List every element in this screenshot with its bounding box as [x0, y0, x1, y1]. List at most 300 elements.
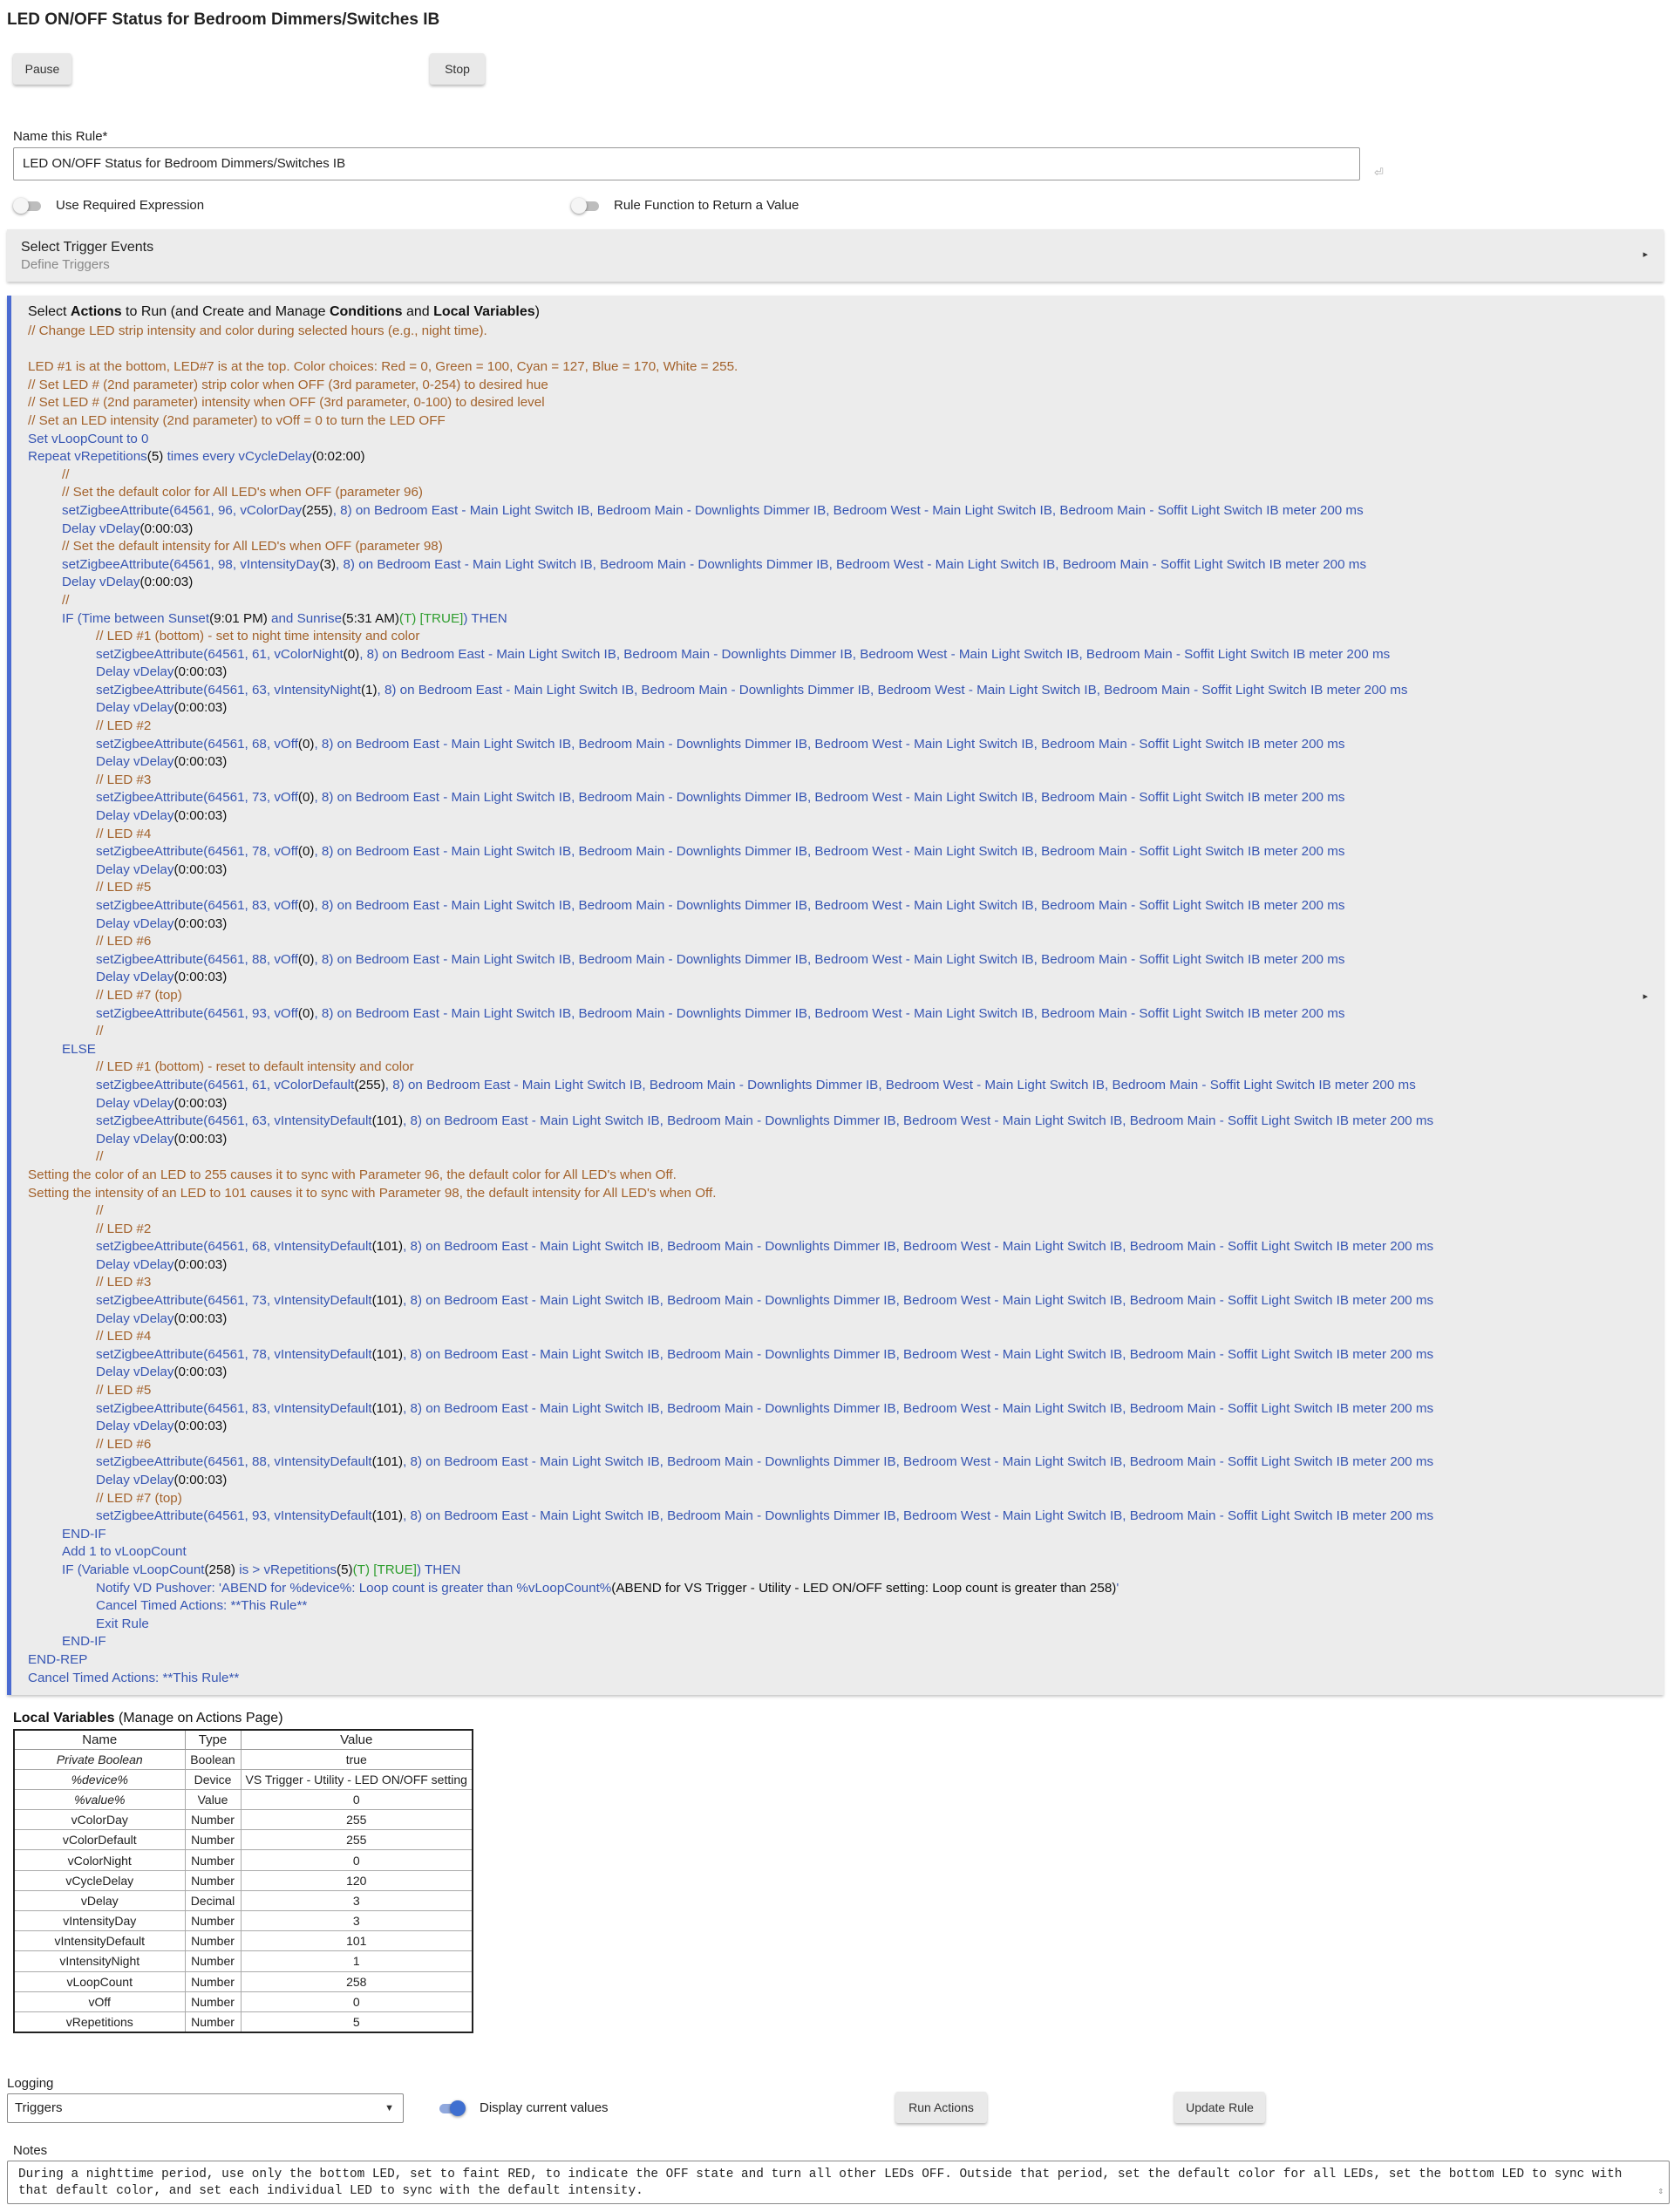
code-segment: (0:00:03) [174, 1473, 228, 1487]
cell-value: 3 [241, 1890, 473, 1910]
code-line [28, 1256, 1433, 1275]
code-segment: , 8) on Bedroom East - Main Light Switch IB, Bedroom Main - Downlights Dimmer IB, Bedroom West - Main Light Switch IB, Bedroom Main - Soffit Light Switch IB meter 200 ms [403, 1508, 1434, 1524]
code-segment: (0:00:03) [174, 1131, 228, 1147]
code-segment: (0) [297, 844, 315, 860]
code-segment: (101) [371, 1239, 404, 1255]
notes-text: During a nighttime period, use only the bottom LED, set to faint RED, to indicate the OFF state and turn all other LEDs OFF. Outside that period, set the default color for all LEDs, set the bottom LED to sync with that default color, and set each individual LED to sync with the default intensity. [18, 2168, 1630, 2198]
code-segment: // Set the default intensity for All LED's when OFF (parameter 98) [62, 539, 443, 555]
enter-icon: ⏎ [1374, 166, 1384, 179]
code-segment: setZigbeeAttribute(64561, 88, vIntensityDefault [96, 1454, 372, 1470]
code-segment: // Set the default color for All LED's when OFF (parameter 96) [62, 485, 423, 500]
code-segment: , 8) on Bedroom East - Main Light Switch IB, Bedroom Main - Downlights Dimmer IB, Bedroom West - Main Light Switch IB, Bedroom Main - Soffit Light Switch IB meter 200 ms [314, 790, 1345, 806]
column-header-name: Name [14, 1730, 185, 1749]
code-segment: // LED #7 (top) [96, 987, 182, 1003]
cell-type: Number [185, 1870, 241, 1890]
code-segment: (0:02:00) [311, 449, 365, 465]
code-line [28, 1221, 1433, 1239]
table-row [14, 1931, 473, 1951]
code-segment: , 8) on Bedroom East - Main Light Switch IB, Bedroom Main - Downlights Dimmer IB, Bedroom West - Main Light Switch IB, Bedroom Main - Soffit Light Switch IB meter 200 ms [314, 736, 1345, 752]
code-segment: // LED #1 (bottom) - set to night time intensity and color [96, 629, 420, 644]
code-segment: Set vLoopCount to 0 [28, 431, 149, 446]
cell-name: vDelay [14, 1890, 185, 1910]
actions-heading-part: ) [534, 304, 540, 319]
code-segment: , 8) on Bedroom East - Main Light Switch IB, Bedroom Main - Downlights Dimmer IB, Bedroom West - Main Light Switch IB, Bedroom Main - Soffit Light Switch IB meter 200 ms [314, 844, 1345, 860]
cell-name: vIntensityNight [14, 1951, 185, 1971]
column-header-type: Type [185, 1730, 241, 1749]
code-line [28, 1633, 1433, 1651]
code-segment: // Set an LED intensity (2nd parameter) to vOff = 0 to turn the LED OFF [28, 412, 446, 428]
code-segment: // LED #2 [96, 1221, 152, 1236]
code-line [28, 1436, 1433, 1454]
code-segment: setZigbeeAttribute(64561, 61, vColorNight [96, 646, 344, 662]
code-segment: (0:00:03) [174, 808, 228, 824]
code-line [28, 753, 1433, 772]
code-segment: , 8) on Bedroom East - Main Light Switch IB, Bedroom Main - Downlights Dimmer IB, Bedroom West - Main Light Switch IB, Bedroom Main - Soffit Light Switch IB meter 200 ms [359, 646, 1391, 662]
cell-value: 3 [241, 1911, 473, 1931]
code-segment: ELSE [62, 1041, 96, 1057]
code-line [28, 897, 1433, 915]
code-segment: Cancel Timed Actions: **This Rule** [28, 1670, 240, 1685]
code-segment: setZigbeeAttribute(64561, 63, vIntensityNight [96, 682, 361, 698]
code-segment: (ABEND for VS Trigger - Utility - LED ON/OFF setting: Loop count is greater than 258) [611, 1580, 1117, 1596]
code-segment: (0:00:03) [174, 915, 228, 931]
cell-name: Private Boolean [14, 1749, 185, 1769]
code-line [28, 610, 1433, 629]
code-line [28, 1202, 1433, 1221]
code-segment: (255) [354, 1077, 385, 1092]
code-segment: // LED #4 [96, 1329, 152, 1344]
required-expression-toggle[interactable] [13, 199, 43, 213]
code-segment: , 8) on Bedroom East - Main Light Switch IB, Bedroom Main - Downlights Dimmer IB, Bedroom West - Main Light Switch IB, Bedroom Main - Soffit Light Switch IB meter 200 ms [384, 1077, 1416, 1092]
code-segment: (101) [371, 1346, 404, 1362]
code-line [28, 1526, 1433, 1544]
code-segment: setZigbeeAttribute(64561, 96, vColorDay [62, 502, 303, 518]
code-segment: (0:00:03) [174, 861, 228, 877]
code-line [28, 1562, 1433, 1580]
code-segment: , 8) on Bedroom East - Main Light Switch IB, Bedroom Main - Downlights Dimmer IB, Bedroom West - Main Light Switch IB, Bedroom Main - Soffit Light Switch IB meter 200 ms [403, 1346, 1434, 1362]
code-segment: // [62, 466, 70, 482]
code-line [28, 951, 1433, 970]
code-segment: Repeat vRepetitions [28, 449, 147, 465]
code-segment: Delay vDelay [62, 521, 140, 536]
cell-name: vColorNight [14, 1850, 185, 1870]
chevron-down-icon: ▼ [384, 2103, 394, 2113]
trigger-events-heading: Select Trigger Events [21, 240, 154, 255]
code-segment: // LED #3 [96, 772, 152, 787]
code-line [28, 1670, 1433, 1688]
expand-actions-icon[interactable]: ▸ [1643, 991, 1648, 1002]
table-row [14, 1749, 473, 1769]
code-segment: Add 1 to vLoopCount [62, 1544, 187, 1560]
code-segment: , 8) on Bedroom East - Main Light Switch IB, Bedroom Main - Downlights Dimmer IB, Bedroom West - Main Light Switch IB, Bedroom Main - Soffit Light Switch IB meter 200 ms [403, 1454, 1434, 1470]
code-line [28, 1023, 1433, 1041]
cell-type: Number [185, 1911, 241, 1931]
display-current-values-toggle[interactable] [436, 2101, 466, 2115]
code-line [28, 323, 1433, 341]
code-segment: setZigbeeAttribute(64561, 63, vIntensityDefault [96, 1113, 372, 1129]
code-segment: Delay vDelay [96, 1131, 174, 1147]
code-segment: (0) [297, 1005, 315, 1021]
code-line [28, 1131, 1433, 1149]
trigger-events-panel[interactable] [7, 229, 1664, 282]
code-segment: times every vCycleDelay [163, 449, 312, 465]
code-segment: // [96, 1149, 104, 1165]
code-segment: Delay vDelay [96, 915, 174, 931]
code-segment: Delay vDelay [96, 1310, 174, 1326]
table-row [14, 1810, 473, 1830]
code-segment: (101) [371, 1508, 404, 1524]
code-segment: IF (Variable vLoopCount [62, 1562, 205, 1577]
code-segment: // LED #4 [96, 826, 152, 841]
actions-heading-actions: Actions [70, 304, 122, 319]
code-segment: (0) [297, 736, 315, 752]
code-segment: (101) [371, 1454, 404, 1470]
stop-button[interactable]: Stop [430, 53, 485, 85]
rule-name-input[interactable]: LED ON/OFF Status for Bedroom Dimmers/Switches IB [13, 147, 1360, 180]
code-segment: // LED #7 (top) [96, 1490, 182, 1506]
code-line [28, 466, 1433, 485]
page-title: LED ON/OFF Status for Bedroom Dimmers/Switches IB [7, 10, 440, 29]
logging-select[interactable] [7, 2093, 404, 2123]
code-segment: LED #1 is at the bottom, LED#7 is at the top. Color choices: Red = 0, Green = 100, Cyan = 127, Blue = 170, White = 255. [28, 359, 738, 375]
logging-label: Logging [7, 2076, 54, 2091]
code-segment: // Change LED strip intensity and color during selected hours (e.g., night time). [28, 323, 487, 338]
code-segment: , 8) on Bedroom East - Main Light Switch IB, Bedroom Main - Downlights Dimmer IB, Bedroom West - Main Light Switch IB, Bedroom Main - Soffit Light Switch IB meter 200 ms [403, 1239, 1434, 1255]
code-line [28, 628, 1433, 646]
resize-icon: ⇕ [1657, 2187, 1664, 2197]
code-line [28, 1472, 1433, 1490]
code-segment: (3) [319, 556, 337, 572]
cell-value: 0 [241, 1850, 473, 1870]
code-segment: Exit Rule [96, 1616, 149, 1631]
table-row [14, 1789, 473, 1809]
code-segment: // Set LED # (2nd parameter) intensity when OFF (3rd parameter, 0-100) to desired level [28, 395, 545, 411]
code-segment: (0:00:03) [140, 521, 194, 536]
code-segment: setZigbeeAttribute(64561, 78, vOff [96, 844, 298, 860]
code-segment: (0:00:03) [174, 664, 228, 680]
cell-name: vColorDay [14, 1810, 185, 1830]
code-line [28, 1148, 1433, 1167]
code-line [28, 1580, 1433, 1598]
code-segment: is > vRepetitions [235, 1562, 337, 1577]
cell-value: 120 [241, 1870, 473, 1890]
code-segment: Notify VD Pushover: 'ABEND for %device%: Loop count is greater than %vLoopCount% [96, 1580, 612, 1596]
cell-value: 5 [241, 2011, 473, 2032]
code-segment: setZigbeeAttribute(64561, 98, vIntensityDay [62, 556, 320, 572]
code-line [28, 574, 1433, 592]
cell-type: Number [185, 1810, 241, 1830]
code-segment: (1) [360, 682, 378, 698]
code-line [28, 1543, 1433, 1562]
actions-heading [28, 304, 540, 320]
cell-type: Number [185, 2011, 241, 2032]
code-segment: ' [1116, 1580, 1119, 1596]
cell-value: 0 [241, 1991, 473, 2011]
code-segment: setZigbeeAttribute(64561, 88, vOff [96, 951, 298, 967]
table-row [14, 1890, 473, 1910]
table-row [14, 1850, 473, 1870]
code-segment: Delay vDelay [96, 1095, 174, 1111]
code-line [28, 448, 1433, 466]
code-segment: (0:00:03) [174, 1095, 228, 1111]
column-header-value: Value [241, 1730, 473, 1749]
table-row [14, 2011, 473, 2032]
code-segment: , 8) on Bedroom East - Main Light Switch IB, Bedroom Main - Downlights Dimmer IB, Bedroom West - Main Light Switch IB, Bedroom Main - Soffit Light Switch IB meter 200 ms [314, 951, 1345, 967]
code-line [28, 341, 1433, 359]
cell-value: 0 [241, 1789, 473, 1809]
cell-name: vCycleDelay [14, 1870, 185, 1890]
code-line [28, 1651, 1433, 1670]
code-line [28, 1346, 1433, 1365]
cell-value: VS Trigger - Utility - LED ON/OFF setting [241, 1769, 473, 1789]
code-segment: , 8) on Bedroom East - Main Light Switch IB, Bedroom Main - Downlights Dimmer IB, Bedroom West - Main Light Switch IB, Bedroom Main - Soffit Light Switch IB meter 200 ms [332, 502, 1364, 518]
code-segment: setZigbeeAttribute(64561, 73, vOff [96, 790, 298, 806]
code-segment: Cancel Timed Actions: **This Rule** [96, 1598, 308, 1614]
code-segment: , 8) on Bedroom East - Main Light Switch IB, Bedroom Main - Downlights Dimmer IB, Bedroom West - Main Light Switch IB, Bedroom Main - Soffit Light Switch IB meter 200 ms [314, 898, 1345, 913]
code-line [28, 1292, 1433, 1310]
code-segment: (5) [337, 1562, 353, 1577]
code-segment: (5) [146, 449, 164, 465]
code-segment: setZigbeeAttribute(64561, 83, vOff [96, 898, 298, 913]
actions-panel[interactable] [7, 296, 1664, 1695]
code-segment: (0) [297, 951, 315, 967]
cell-value: 255 [241, 1830, 473, 1850]
code-segment: and Sunrise [267, 610, 343, 626]
code-line [28, 969, 1433, 987]
cell-value: 255 [241, 1810, 473, 1830]
cell-type: Number [185, 1931, 241, 1951]
code-segment: // LED #6 [96, 934, 152, 949]
code-line [28, 826, 1433, 844]
code-line [28, 1113, 1433, 1131]
code-line [28, 933, 1433, 951]
code-segment: Delay vDelay [96, 754, 174, 770]
code-segment: setZigbeeAttribute(64561, 83, vIntensityDefault [96, 1400, 372, 1416]
code-segment: // LED #1 (bottom) - reset to default intensity and color [96, 1059, 414, 1075]
code-line [28, 358, 1433, 377]
code-segment: (0:00:03) [174, 700, 228, 716]
code-segment: setZigbeeAttribute(64561, 93, vOff [96, 1005, 298, 1021]
code-line [28, 1167, 1433, 1185]
code-segment: (101) [371, 1293, 404, 1309]
rule-name-label: Name this Rule* [13, 129, 108, 144]
code-line [28, 1400, 1433, 1419]
code-line [28, 484, 1433, 502]
cell-value: 258 [241, 1971, 473, 1991]
code-segment: , 8) on Bedroom East - Main Light Switch IB, Bedroom Main - Downlights Dimmer IB, Bedroom West - Main Light Switch IB, Bedroom Main - Soffit Light Switch IB meter 200 ms [377, 682, 1408, 698]
code-line [28, 521, 1433, 539]
notes-textarea[interactable] [7, 2161, 1670, 2204]
code-segment: // LED #6 [96, 1436, 152, 1452]
code-line [28, 538, 1433, 556]
run-actions-button[interactable]: Run Actions [895, 2092, 987, 2123]
local-variables-hint: (Manage on Actions Page) [114, 1711, 283, 1725]
local-variables-title [13, 1711, 283, 1726]
code-line [28, 1453, 1433, 1472]
table-row [14, 1991, 473, 2011]
code-line [28, 915, 1433, 934]
code-segment: (9:01 PM) [209, 610, 268, 626]
code-segment: // Set LED # (2nd parameter) strip color when OFF (3rd parameter, 0-254) to desired hue [28, 377, 548, 392]
code-segment: (255) [302, 502, 333, 518]
cell-name: vIntensityDefault [14, 1931, 185, 1951]
code-line [28, 1364, 1433, 1382]
code-line [28, 412, 1433, 431]
code-line [28, 1095, 1433, 1113]
cell-value: 1 [241, 1951, 473, 1971]
table-row [14, 1971, 473, 1991]
code-segment: Delay vDelay [96, 1256, 174, 1272]
cell-name: %device% [14, 1769, 185, 1789]
code-line [28, 807, 1433, 826]
table-row [14, 1870, 473, 1890]
code-segment: (0:00:03) [174, 1419, 228, 1434]
code-segment: (0:00:03) [174, 970, 228, 985]
code-segment: (0:00:03) [174, 1365, 228, 1380]
code-segment: IF (Time between Sunset [62, 610, 210, 626]
code-line [28, 1005, 1433, 1024]
code-line [28, 1382, 1433, 1400]
cell-name: vRepetitions [14, 2011, 185, 2032]
code-segment: // LED #3 [96, 1275, 152, 1290]
code-line [28, 1418, 1433, 1436]
define-triggers-subheading: Define Triggers [21, 257, 110, 272]
code-segment: , 8) on Bedroom East - Main Light Switch IB, Bedroom Main - Downlights Dimmer IB, Bedroom West - Main Light Switch IB, Bedroom Main - Soffit Light Switch IB meter 200 ms [403, 1400, 1434, 1416]
rule-function-label: Rule Function to Return a Value [614, 198, 800, 213]
logging-selected-value: Triggers [15, 2100, 63, 2115]
code-segment: // LED #2 [96, 718, 152, 734]
code-line [28, 1238, 1433, 1256]
code-line [28, 789, 1433, 807]
code-segment: Delay vDelay [96, 1419, 174, 1434]
cell-name: vIntensityDay [14, 1911, 185, 1931]
required-expression-label: Use Required Expression [56, 198, 205, 213]
local-variables-heading: Local Variables [13, 1711, 115, 1725]
actions-code-listing [28, 323, 1433, 1687]
table-row [14, 1769, 473, 1789]
notes-label: Notes [13, 2143, 48, 2158]
code-segment: Delay vDelay [96, 1365, 174, 1380]
code-line [28, 1508, 1433, 1526]
code-segment: setZigbeeAttribute(64561, 93, vIntensityDefault [96, 1508, 372, 1524]
code-line [28, 377, 1433, 395]
code-line [28, 646, 1433, 664]
code-segment: END-REP [28, 1651, 88, 1667]
code-segment: END-IF [62, 1526, 106, 1542]
code-segment: // [96, 1024, 104, 1039]
cell-type: Number [185, 1830, 241, 1850]
code-segment: (0:00:03) [140, 575, 194, 590]
cell-name: vColorDefault [14, 1830, 185, 1850]
code-segment: Setting the intensity of an LED to 101 causes it to sync with Parameter 98, the default intensity for All LED's when Off. [28, 1185, 717, 1201]
table-header-row [14, 1730, 473, 1749]
expand-triggers-icon[interactable]: ▸ [1643, 249, 1648, 260]
code-segment: ) THEN [463, 610, 507, 626]
cell-type: Decimal [185, 1890, 241, 1910]
code-segment: (0) [297, 790, 315, 806]
code-line [28, 987, 1433, 1005]
code-segment: setZigbeeAttribute(64561, 68, vOff [96, 736, 298, 752]
code-segment: (0:00:03) [174, 1310, 228, 1326]
code-segment: (0) [297, 898, 315, 913]
cell-name: vOff [14, 1991, 185, 2011]
code-segment: , 8) on Bedroom East - Main Light Switch IB, Bedroom Main - Downlights Dimmer IB, Bedroom West - Main Light Switch IB, Bedroom Main - Soffit Light Switch IB meter 200 ms [403, 1293, 1434, 1309]
display-current-values-label: Display current values [480, 2100, 609, 2115]
code-segment: , 8) on Bedroom East - Main Light Switch IB, Bedroom Main - Downlights Dimmer IB, Bedroom West - Main Light Switch IB, Bedroom Main - Soffit Light Switch IB meter 200 ms [403, 1113, 1434, 1129]
code-line [28, 718, 1433, 736]
code-segment: ) THEN [417, 1562, 461, 1577]
code-line [28, 879, 1433, 897]
code-line [28, 1274, 1433, 1292]
actions-heading-local-variables: Local Variables [433, 304, 535, 319]
code-segment: Delay vDelay [62, 575, 140, 590]
table-row [14, 1951, 473, 1971]
code-line [28, 682, 1433, 700]
cell-name: vLoopCount [14, 1971, 185, 1991]
code-segment: , 8) on Bedroom East - Main Light Switch IB, Bedroom Main - Downlights Dimmer IB, Bedroom West - Main Light Switch IB, Bedroom Main - Soffit Light Switch IB meter 200 ms [314, 1005, 1345, 1021]
code-segment: , 8) on Bedroom East - Main Light Switch IB, Bedroom Main - Downlights Dimmer IB, Bedroom West - Main Light Switch IB, Bedroom Main - Soffit Light Switch IB meter 200 ms [336, 556, 1367, 572]
code-line [28, 556, 1433, 575]
code-segment: (0:00:03) [174, 1256, 228, 1272]
code-segment: Setting the color of an LED to 255 causes it to sync with Parameter 96, the default color for All LED's when Off. [28, 1167, 677, 1182]
code-line [28, 502, 1433, 521]
cell-type: Number [185, 1951, 241, 1971]
actions-heading-part: to Run (and Create and Manage [121, 304, 330, 319]
code-segment: (5:31 AM) [342, 610, 399, 626]
code-segment: Delay vDelay [96, 861, 174, 877]
update-rule-button[interactable]: Update Rule [1174, 2092, 1265, 2123]
code-segment: // LED #5 [96, 880, 152, 895]
code-segment: // [96, 1203, 104, 1219]
code-segment: setZigbeeAttribute(64561, 61, vColorDefault [96, 1077, 355, 1092]
pause-button[interactable]: Pause [13, 53, 71, 85]
cell-type: Boolean [185, 1749, 241, 1769]
code-segment: // [62, 592, 70, 608]
cell-type: Number [185, 1991, 241, 2011]
cell-value: true [241, 1749, 473, 1769]
code-segment: // LED #5 [96, 1383, 152, 1399]
code-segment: (258) [204, 1562, 235, 1577]
table-row [14, 1830, 473, 1850]
code-segment: (101) [371, 1113, 404, 1129]
code-line [28, 1058, 1433, 1077]
code-line [28, 736, 1433, 754]
cell-value: 101 [241, 1931, 473, 1951]
code-line [28, 1185, 1433, 1203]
cell-type: Number [185, 1850, 241, 1870]
code-segment: Delay vDelay [96, 700, 174, 716]
code-line [28, 664, 1433, 682]
actions-heading-part: and [402, 304, 434, 319]
cell-type: Device [185, 1769, 241, 1789]
actions-heading-conditions: Conditions [329, 304, 403, 319]
code-segment: Delay vDelay [96, 970, 174, 985]
actions-heading-part: Select [28, 304, 71, 319]
code-line [28, 861, 1433, 880]
code-line [28, 772, 1433, 790]
rule-function-toggle[interactable] [571, 199, 601, 213]
code-line [28, 699, 1433, 718]
code-line [28, 1490, 1433, 1508]
code-line [28, 1041, 1433, 1059]
code-segment: setZigbeeAttribute(64561, 78, vIntensityDefault [96, 1346, 372, 1362]
code-line [28, 843, 1433, 861]
code-segment: (0:00:03) [174, 754, 228, 770]
code-line [28, 592, 1433, 610]
code-segment: (T) [TRUE] [398, 610, 464, 626]
code-line [28, 431, 1433, 449]
code-segment: (0) [343, 646, 360, 662]
